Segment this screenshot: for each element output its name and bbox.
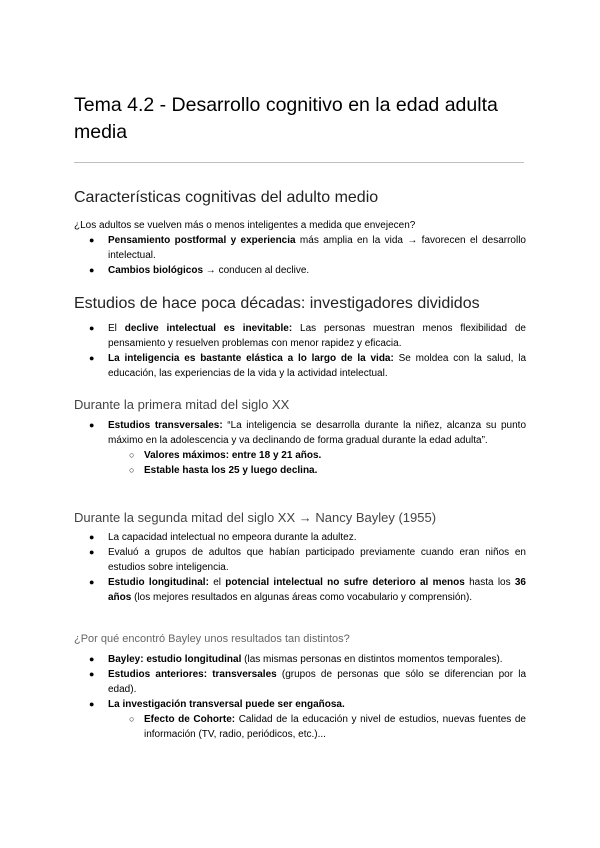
bullet-icon: ● [89,699,95,709]
list-item: ● La inteligencia es bastante elástica a lo largo de la vida: Se moldea con la salud, la educación, las experiencias de la vida y la actividad intelectual. [89,353,527,379]
list-item: ● Evaluó a grupos de adultos que habían participado previamente cuando eran niños en estudios sobre inteligencia. [89,547,526,573]
list-item: ● Estudios anteriores: transversales (grupos de personas que sólo se diferencian por la edad). [89,669,527,695]
section-heading-estudios: Estudios de hace poca décadas: investigadores divididos [74,295,480,312]
bullet-icon: ● [89,323,95,333]
hollow-bullet-icon: ○ [129,450,135,460]
bullet-list-bayley [74,652,526,742]
subheading-por-que-bayley: ¿Por qué encontró Bayley unos resultados tan distintos? [74,633,350,645]
list-item: ● La investigación transversal puede ser engañosa. [89,699,345,710]
list-item: ● El declive intelectual es inevitable: Las personas muestran menos flexibilidad de pensamiento y resuelven problemas con menor rapidez y eficacia. [89,323,526,349]
bullet-icon: ● [89,547,95,557]
section-heading-caracteristicas: Características cognitivas del adulto medio [74,189,379,206]
sub-list-item: ○ Valores máximos: entre 18 y 21 años. [129,450,322,461]
list-item: ● Cambios biológicos → conducen al declive. [89,265,310,276]
page-title: Tema 4.2 - Desarrollo cognitivo en la edad adulta media [74,94,498,143]
list-item: ● La capacidad intelectual no empeora durante la adultez. [89,532,357,543]
bullet-icon: ● [89,669,95,679]
hollow-bullet-icon: ○ [129,465,135,475]
bullet-list-primera-mitad [74,418,526,478]
bullet-icon: ● [89,235,95,245]
list-item: ● Pensamiento postformal y experiencia más amplia en la vida → favorecen el desarrollo intelectual. [89,235,526,261]
subheading-segunda-mitad: Durante la segunda mitad del siglo XX → Nancy Bayley (1955) [74,510,437,525]
bullet-icon: ● [89,353,95,363]
question-text: ¿Los adultos se vuelven más o menos inteligentes a medida que envejecen? [74,220,416,231]
sub-list-item: ○ Estable hasta los 25 y luego declina. [129,465,318,476]
list-item: ● Bayley: estudio longitudinal (las mismas personas en distintos momentos temporales). [89,654,503,665]
bullet-list-estudios [74,321,526,381]
bullet-list-segunda-mitad [74,530,526,605]
hollow-bullet-icon: ○ [129,714,135,724]
bullet-icon: ● [89,577,95,587]
subheading-primera-mitad: Durante la primera mitad del siglo XX [74,397,290,412]
bullet-icon: ● [89,420,95,430]
list-item: ● Estudios transversales: “La inteligencia se desarrolla durante la niñez, alcanza su punto máximo en la adolescencia y va declinando de forma gradual durante la edad adulta”. [89,420,527,446]
bullet-list-caracteristicas [74,233,526,278]
list-item: ● Estudio longitudinal: el potencial intelectual no sufre deterioro al menos hasta los 36 años (los mejores resultados en algunas áreas como vocabulario y comprensión). [89,577,526,603]
sub-list-item: ○ Efecto de Cohorte: Calidad de la educación y nivel de estudios, nuevas fuentes de información (TV, radio, periódicos, etc.)... [129,714,526,740]
horizontal-divider [74,162,524,163]
bullet-icon: ● [89,265,95,275]
bullet-icon: ● [89,654,95,664]
bullet-icon: ● [89,532,95,542]
